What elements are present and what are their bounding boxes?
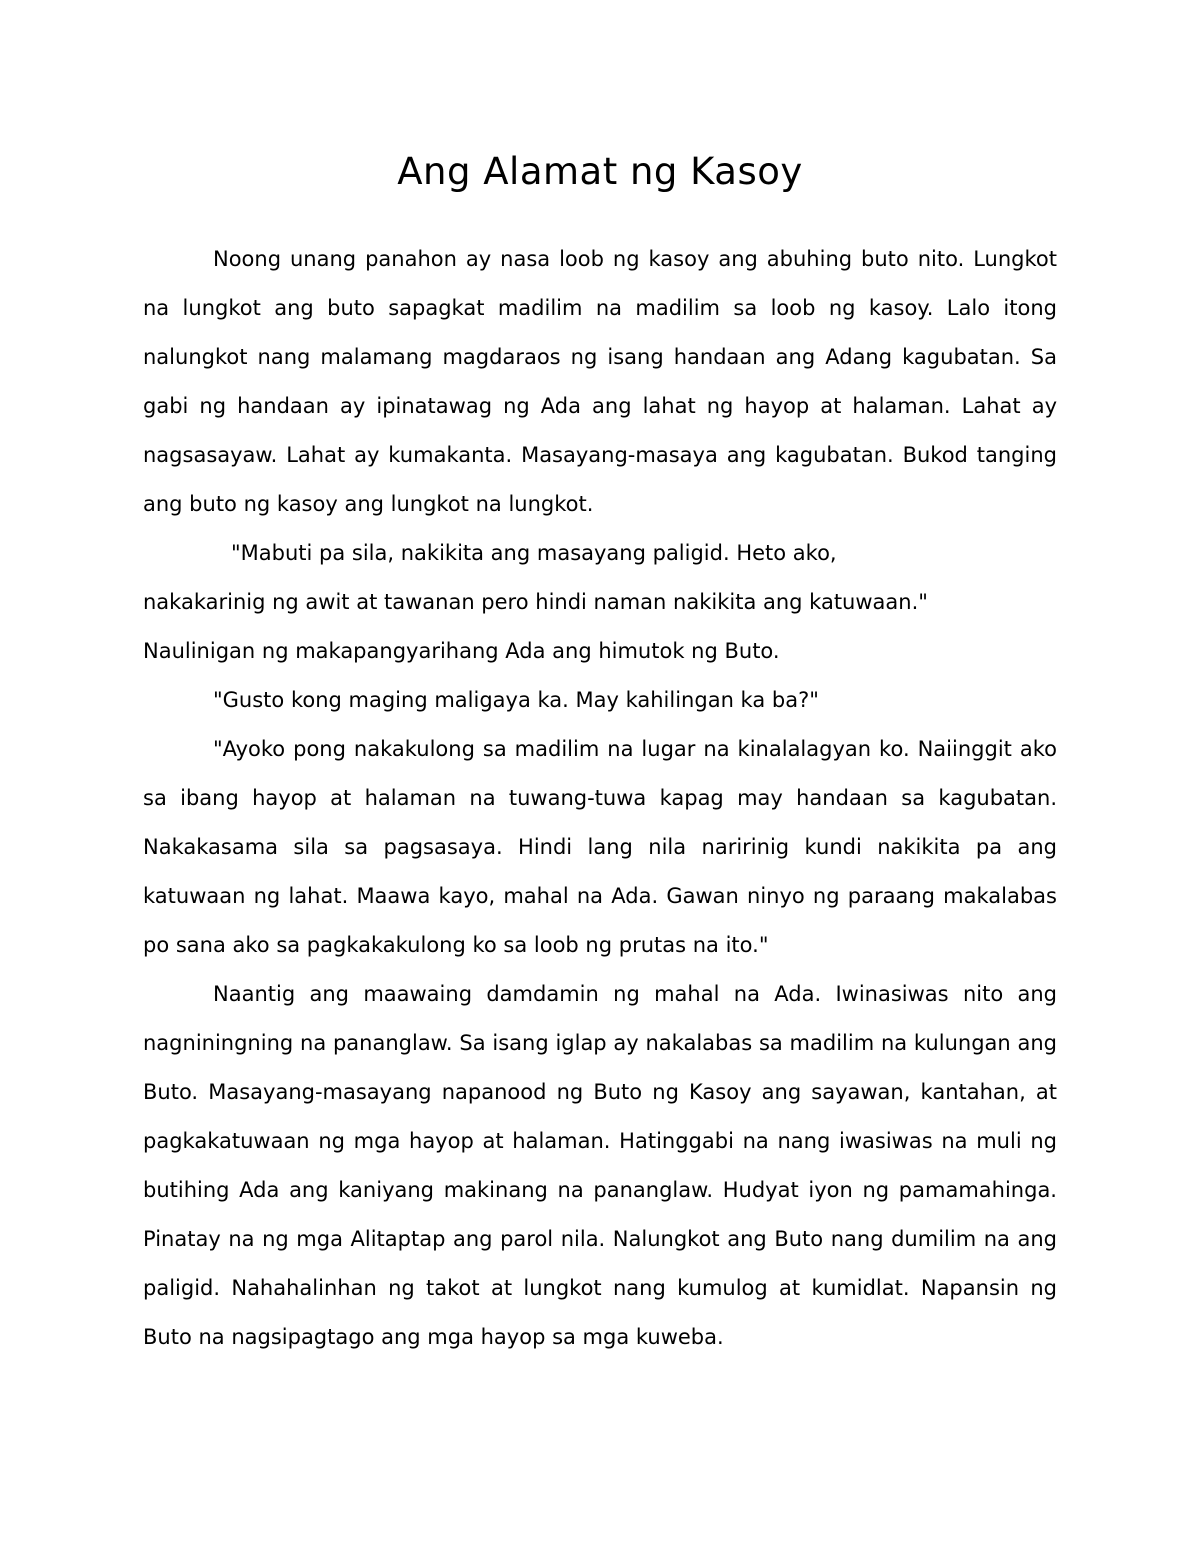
paragraph-1: Noong unang panahon ay nasa loob ng kasoy ang abuhing buto nito. Lungkot na lungkot ang buto sapagkat madilim na madilim sa loob ng kasoy. Lalo itong nalungkot nang malamang magdaraos ng isang handaan ang Adang kagubatan. Sa gabi ng handaan ay ipinatawag ng Ada ang lahat ng hayop at halaman. Lahat ay nagsasayaw. Lahat ay kumakanta. Masayang-masaya ang kagubatan. Bukod tanging ang buto ng kasoy ang lungkot na lungkot.: [143, 247, 1057, 516]
paragraph-3: nakakarinig ng awit at tawanan pero hindi naman nakikita ang katuwaan.": [143, 590, 928, 614]
document-title: Ang Alamat ng Kasoy: [397, 150, 803, 193]
paragraph-2: "Mabuti pa sila, nakikita ang masayang paligid. Heto ako,: [231, 541, 837, 565]
document-body: [143, 235, 1057, 1362]
paragraph-6: "Ayoko pong nakakulong sa madilim na lugar na kinalalagyan ko. Naiinggit ako sa ibang hayop at halaman na tuwang-tuwa kapag may handaan sa kagubatan. Nakakasama sila sa pagsasaya. Hindi lang nila naririnig kundi nakikita pa ang katuwaan ng lahat. Maawa kayo, mahal na Ada. Gawan ninyo ng paraang makalabas po sana ako sa pagkakakulong ko sa loob ng prutas na ito.": [143, 737, 1057, 957]
paragraph-7: Naantig ang maawaing damdamin ng mahal na Ada. Iwinasiwas nito ang nagniningning na pananglaw. Sa isang iglap ay nakalabas sa madilim na kulungan ang Buto. Masayang-masayang napanood ng Buto ng Kasoy ang sayawan, kantahan, at pagkakatuwaan ng mga hayop at halaman. Hatinggabi na nang iwasiwas na muli ng butihing Ada ang kaniyang makinang na pananglaw. Hudyat iyon ng pamamahinga. Pinatay na ng mga Alitaptap ang parol nila. Nalungkot ang Buto nang dumilim na ang paligid. Nahahalinhan ng takot at lungkot nang kumulog at kumidlat. Napansin ng Buto na nagsipagtago ang mga hayop sa mga kuweba.: [143, 982, 1057, 1349]
paragraph-5: "Gusto kong maging maligaya ka. May kahilingan ka ba?": [213, 688, 819, 712]
paragraph-4: Naulinigan ng makapangyarihang Ada ang himutok ng Buto.: [143, 639, 780, 663]
